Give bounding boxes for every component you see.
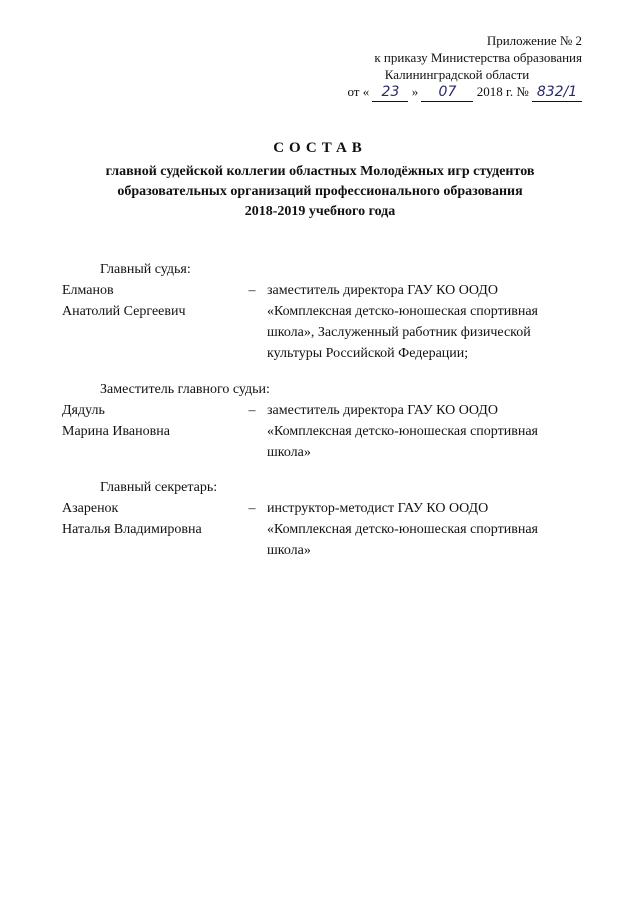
description-line: «Комплексная детско-юношеская спортивная [267, 424, 538, 439]
member-given-names: Наталья Владимировна [62, 522, 202, 537]
description-line: школа» [267, 543, 311, 558]
dash-separator: – [248, 501, 256, 516]
member-name [62, 400, 242, 442]
description-line: заместитель директора ГАУ КО ООДО [267, 283, 498, 298]
description-line: инструктор-методист ГАУ КО ООДО [267, 501, 489, 516]
date-year: 2018 г. № [476, 84, 529, 99]
description-line: школа», Заслуженный работник физической [267, 325, 531, 340]
member-given-names: Анатолий Сергеевич [62, 304, 186, 319]
role-heading-chief-secretary: Главный секретарь: [100, 480, 218, 495]
date-prefix: от « [347, 84, 370, 99]
role-heading-chief-judge: Главный судья: [100, 262, 191, 277]
document-subtitle [60, 162, 580, 222]
member-surname: Елманов [62, 283, 114, 298]
member-surname: Дядуль [62, 403, 105, 418]
subtitle-line: главной судейской коллегии областных Молодёжных игр студентов [105, 164, 535, 179]
handwritten-day: 23 [372, 84, 408, 102]
description-line: культуры Российской Федерации; [267, 346, 469, 361]
date-mid: » [411, 84, 419, 99]
description-line: «Комплексная детско-юношеская спортивная [267, 522, 538, 537]
order-date-line [302, 83, 582, 102]
description-line: заместитель директора ГАУ КО ООДО [267, 403, 498, 418]
member-surname: Азаренок [62, 501, 119, 516]
handwritten-order-number: 832/1 [532, 84, 582, 102]
subtitle-line: 2018-2019 учебного года [244, 204, 396, 219]
region-name: Калининградской области [384, 67, 530, 82]
handwritten-month: 07 [421, 84, 473, 102]
appendix-number: Приложение № 2 [486, 33, 582, 48]
member-description [267, 498, 577, 561]
dash-separator: – [248, 403, 256, 418]
role-heading-deputy-judge: Заместитель главного судьи: [100, 382, 270, 397]
description-line: «Комплексная детско-юношеская спортивная [267, 304, 538, 319]
document-title: СОСТАВ [273, 140, 367, 156]
dash-separator: – [248, 283, 256, 298]
order-reference: к приказу Министерства образования [374, 50, 582, 65]
member-description [267, 400, 577, 463]
member-name [62, 498, 242, 540]
subtitle-line: образовательных организаций профессионального образования [117, 184, 523, 199]
appendix-header [302, 32, 582, 102]
member-name [62, 280, 242, 322]
member-given-names: Марина Ивановна [62, 424, 170, 439]
member-description [267, 280, 577, 364]
description-line: школа» [267, 445, 311, 460]
